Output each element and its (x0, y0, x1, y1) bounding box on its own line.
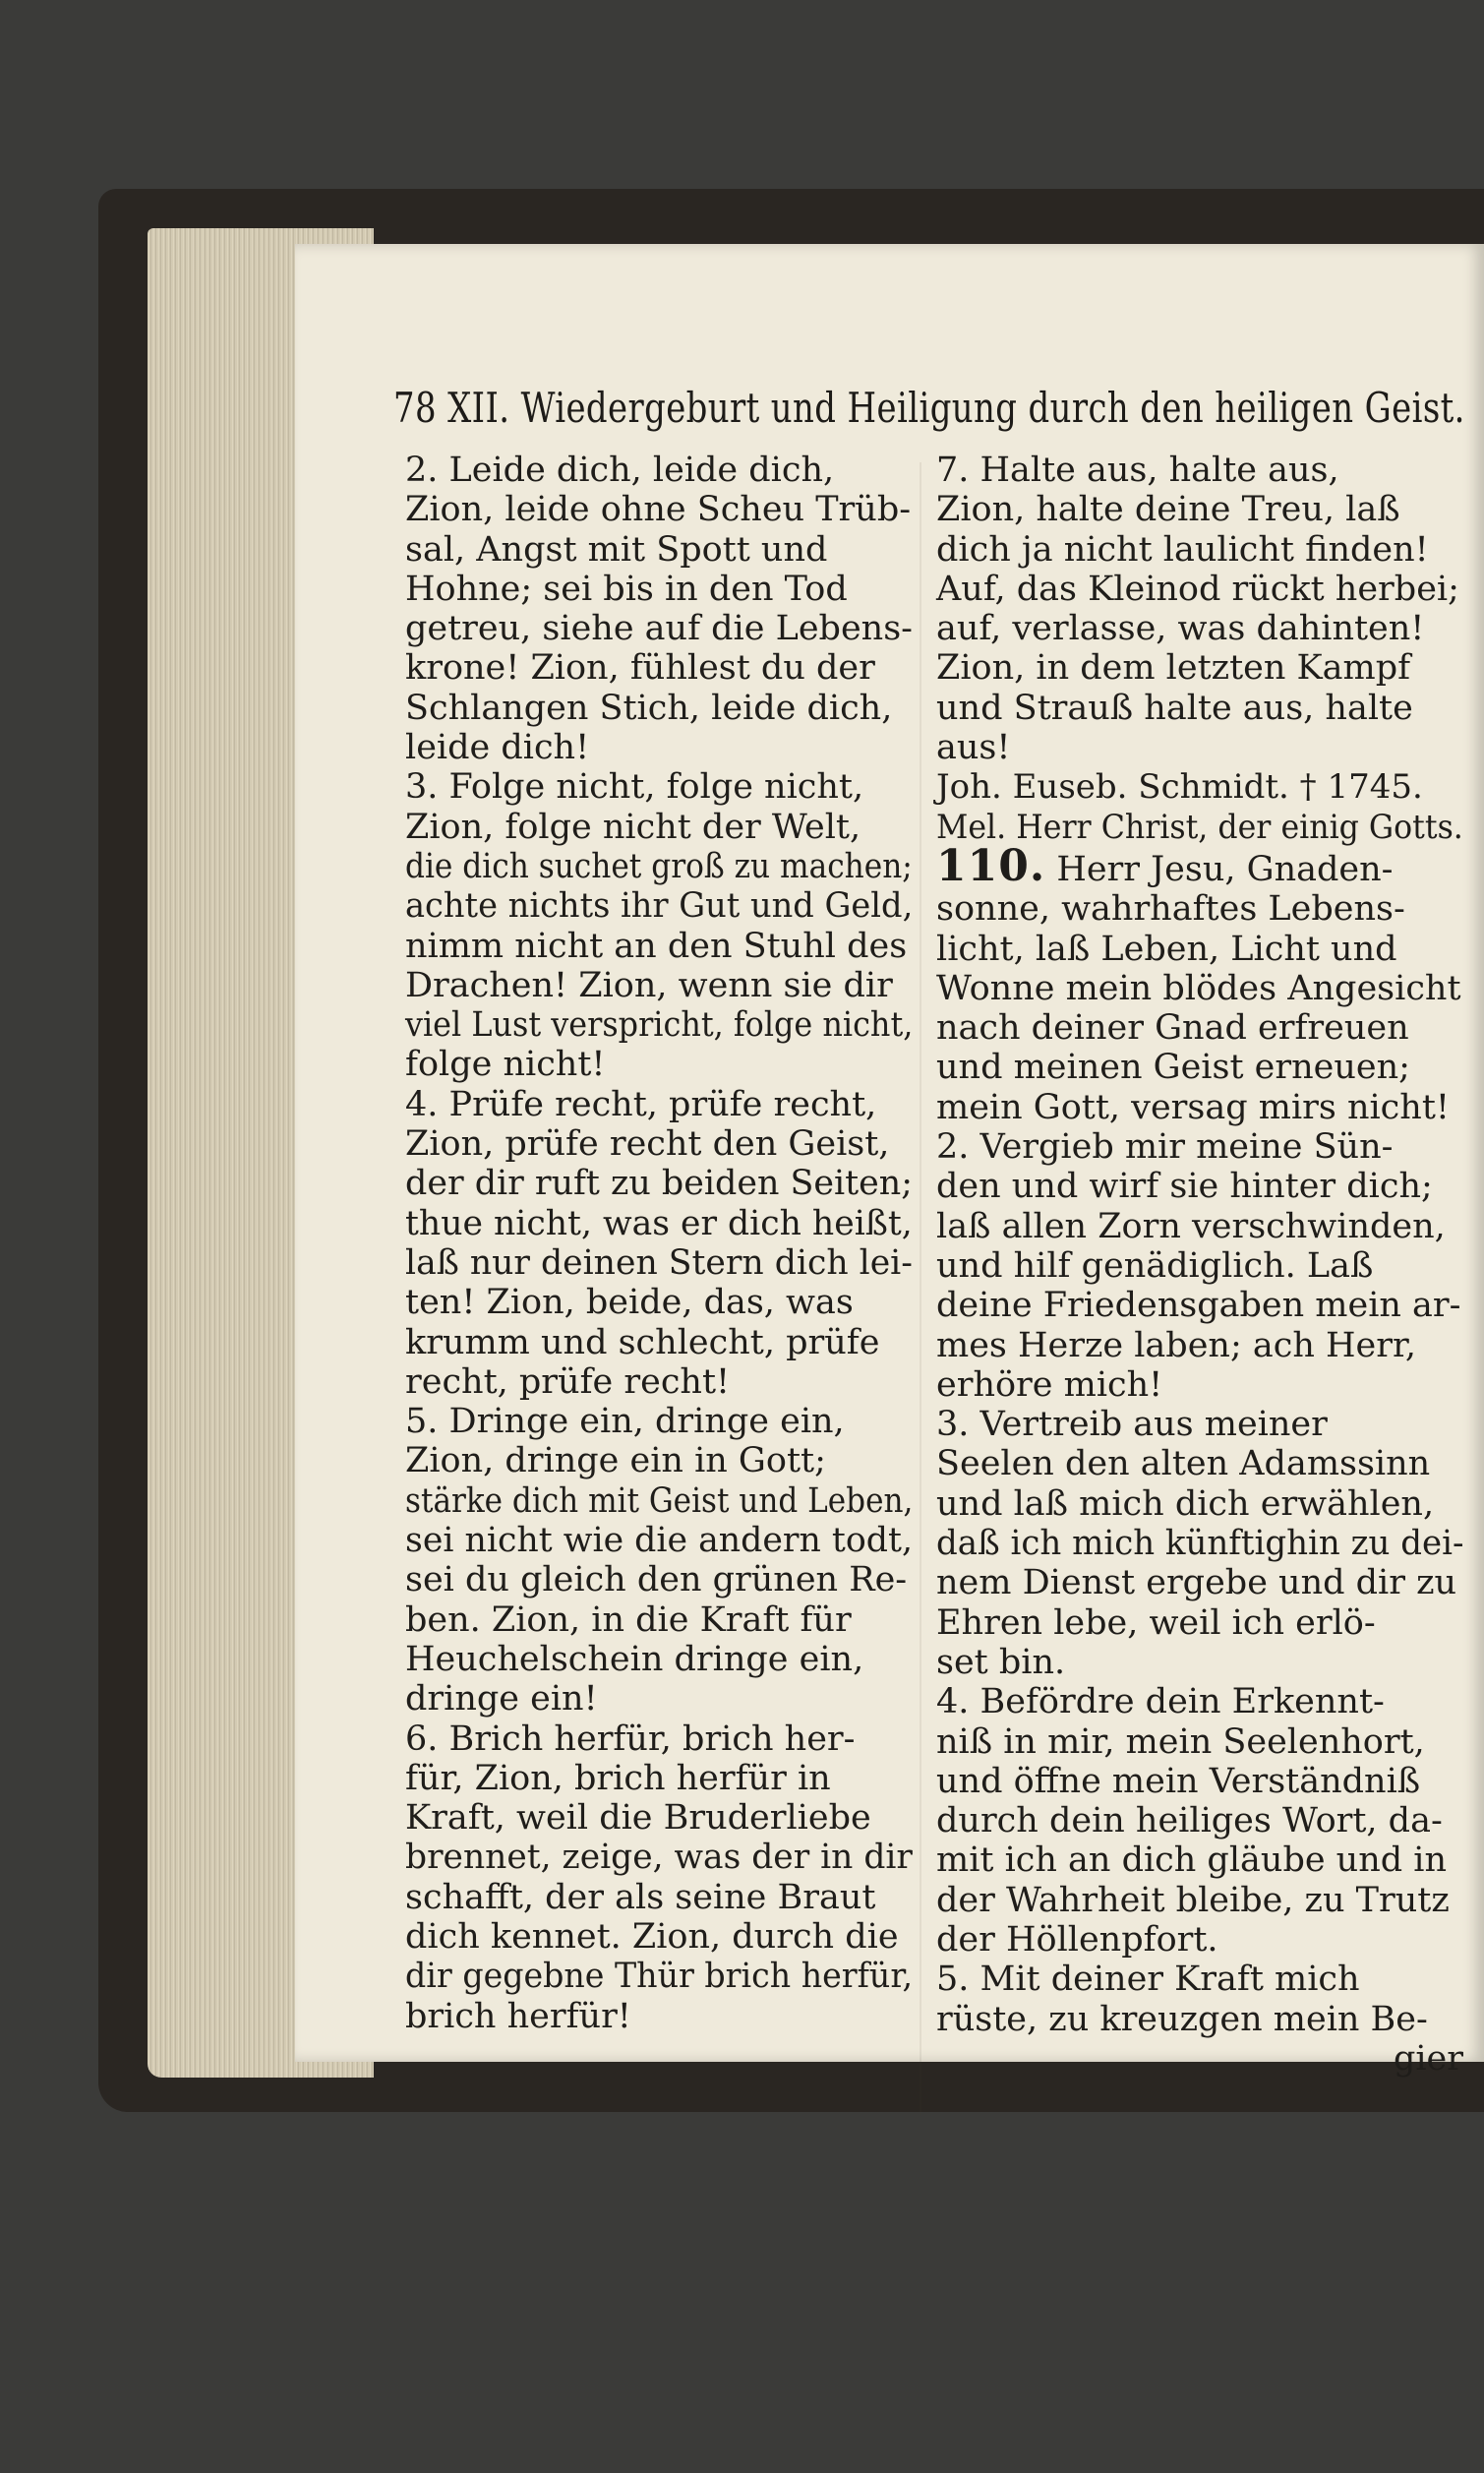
text-line: Schlangen Stich, leide dich, (405, 688, 893, 728)
text-line: brennet, zeige, was der in dir (405, 1838, 913, 1878)
text-line: der Wahrheit bleibe, zu Trutz (936, 1880, 1450, 1920)
text-line: und Strauß halte aus, halte (936, 688, 1413, 728)
text-line: krone! Zion, fühlest du der (405, 648, 875, 689)
text-line: und meinen Geist erneuen; (936, 1048, 1410, 1088)
text-line: niß in mir, mein Seelenhort, (936, 1721, 1425, 1762)
text-line: schafft, der als seine Braut (405, 1877, 876, 1917)
text-line: für, Zion, brich herfür in (405, 1758, 831, 1798)
text-line: auf, verlasse, was dahinten! (936, 609, 1425, 649)
text-line: nem Dienst ergebe und dir zu (936, 1563, 1457, 1603)
hymn-opening-text: Herr Jesu, Gnaden- (1056, 849, 1394, 889)
text-line: erhöre mich! (936, 1364, 1163, 1405)
text-line: und öffne mein Verständniß (936, 1761, 1421, 1801)
text-line: sal, Angst mit Spott und (405, 529, 828, 570)
text-line: mes Herze laben; ach Herr, (936, 1325, 1416, 1365)
text-line: nach deiner Gnad erfreuen (936, 1008, 1409, 1049)
column-gutter (920, 462, 921, 2115)
text-line: Zion, prüfe recht den Geist, (405, 1124, 890, 1165)
text-line: aus! (936, 728, 1011, 768)
text-line: stärke dich mit Geist und Leben, (405, 1480, 914, 1521)
right-column (936, 451, 1463, 2079)
text-line: der dir ruft zu beiden Seiten; (405, 1164, 913, 1204)
text-line: 5. Mit deiner Kraft mich (936, 1960, 1360, 2000)
text-line: rüste, zu kreuzgen mein Be- (936, 1999, 1428, 2039)
text-line: und hilf genädiglich. Laß (936, 1245, 1374, 1286)
text-line: getreu, siehe auf die Lebens- (405, 609, 913, 649)
text-line: Kraft, weil die Bruderliebe (405, 1798, 871, 1839)
text-line: laß nur deinen Stern dich lei- (405, 1242, 913, 1283)
hymn-first-line (936, 840, 1463, 891)
text-line: durch dein heiliges Wort, da- (936, 1801, 1443, 1841)
melody-note: Mel. Herr Christ, der einig Gotts. (936, 807, 1463, 847)
text-line: sonne, wahrhaftes Lebens- (936, 889, 1405, 930)
text-line: 2. Vergieb mir meine Sün- (936, 1127, 1394, 1168)
text-line: brich herfür! (405, 1996, 631, 2036)
text-line: 3. Folge nicht, folge nicht, (405, 767, 864, 808)
text-line: 6. Brich herfür, brich her- (405, 1719, 856, 1759)
text-line: Drachen! Zion, wenn sie dir (405, 965, 893, 1005)
text-line: Zion, folge nicht der Welt, (405, 807, 861, 847)
left-column (405, 451, 913, 2036)
text-line: 4. Befördre dein Erkennt- (936, 1682, 1385, 1722)
text-line: Heuchelschein dringe ein, (405, 1639, 864, 1679)
text-line: achte nichts ihr Gut und Geld, (405, 886, 914, 927)
text-line: sei nicht wie die andern todt, (405, 1521, 913, 1561)
text-line: die dich suchet groß zu machen; (405, 846, 913, 886)
hymn-number: 110. (936, 840, 1046, 891)
text-line: leide dich! (405, 728, 590, 768)
text-line: Auf, das Kleinod rückt herbei; (936, 569, 1459, 609)
text-line: mein Gott, versag mirs nicht! (936, 1087, 1450, 1127)
text-line: Zion, in dem letzten Kampf (936, 648, 1411, 689)
text-line: set bin. (936, 1642, 1066, 1682)
text-line: dringe ein! (405, 1679, 598, 1719)
text-line: deine Friedensgaben mein ar- (936, 1286, 1461, 1326)
text-line: licht, laß Leben, Licht und (936, 929, 1397, 969)
text-line: dich kennet. Zion, durch die (405, 1916, 899, 1957)
text-line: 3. Vertreib aus meiner (936, 1405, 1328, 1445)
text-line: daß ich mich künftighin zu dei- (936, 1524, 1464, 1564)
text-line: dir gegebne Thür brich herfür, (405, 1957, 914, 1997)
text-line: Zion, dringe ein in Gott; (405, 1441, 826, 1481)
text-line: laß allen Zorn verschwinden, (936, 1206, 1446, 1246)
text-line: den und wirf sie hinter dich; (936, 1167, 1433, 1207)
text-line: nimm nicht an den Stuhl des (405, 926, 908, 966)
text-line: Hohne; sei bis in den Tod (405, 569, 848, 609)
text-line: der Höllenpfort. (936, 1919, 1218, 1960)
text-line: 7. Halte aus, halte aus, (936, 451, 1339, 490)
text-line: folge nicht! (405, 1045, 606, 1085)
text-line: dich ja nicht laulicht finden! (936, 529, 1429, 570)
text-line: thue nicht, was er dich heißt, (405, 1203, 913, 1243)
text-line: ben. Zion, in die Kraft für (405, 1599, 852, 1640)
text-line: 5. Dringe ein, dringe ein, (405, 1402, 845, 1442)
text-line: krumm und schlecht, prüfe (405, 1322, 880, 1362)
text-line: mit ich an dich gläube und in (936, 1840, 1448, 1881)
text-line: Ehren lebe, weil ich erlö- (936, 1602, 1376, 1643)
text-line: Seelen den alten Adamssinn (936, 1444, 1431, 1484)
text-line: Zion, leide ohne Scheu Trüb- (405, 490, 912, 530)
text-line: sei du gleich den grünen Re- (405, 1560, 908, 1600)
text-line: Zion, halte deine Treu, laß (936, 490, 1400, 530)
running-header: 78 XII. Wiedergeburt und Heiligung durch den heiligen Geist. (393, 384, 1465, 432)
text-line: viel Lust verspricht, folge nicht, (405, 1005, 914, 1046)
text-line: ten! Zion, beide, das, was (405, 1283, 854, 1323)
text-line: und laß mich dich erwählen, (936, 1483, 1435, 1524)
catchword: gier (1393, 2038, 1463, 2079)
text-line: Wonne mein blödes Angesicht (936, 968, 1461, 1008)
author-attribution: Joh. Euseb. Schmidt. † 1745. (936, 767, 1423, 808)
text-line: 2. Leide dich, leide dich, (405, 451, 835, 490)
text-line: 4. Prüfe recht, prüfe recht, (405, 1084, 877, 1124)
text-line: recht, prüfe recht! (405, 1361, 731, 1402)
